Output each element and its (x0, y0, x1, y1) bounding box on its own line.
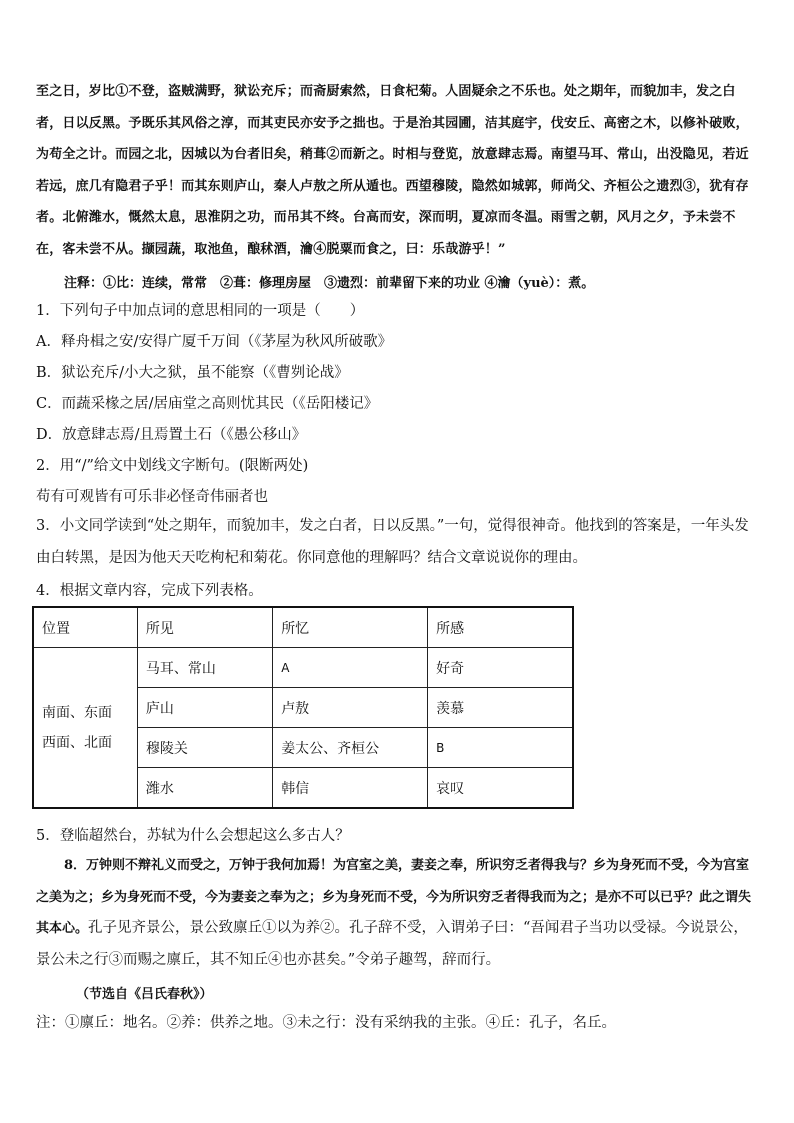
table-cell: 穆陵关 (137, 728, 272, 768)
question-3: 3．小文同学读到“处之期年，而貌加丰，发之白者，日以反黑。”一句，觉得很神奇。他找到的答案是，一年头发由白转黑，是因为他天天吃枸杞和菊花。你同意他的理解吗？结合文章说说你的理由。 (36, 518, 749, 566)
question-1-option-a: A．释舟楫之安/安得广厦千万间（《茅屋为秋风所破歌》 (36, 334, 393, 350)
table-header-cell: 所感 (428, 607, 573, 648)
table-header-cell: 所忆 (273, 607, 428, 648)
passage-text: 至之日，岁比①不登，盗贼满野，狱讼充斥；而斋厨索然，日食杞菊。人固疑余之不乐也。处之期年，而貌加丰，发之白者，日以反黑。予既乐其风俗之淳，而其吏民亦安予之拙也。于是治其园圃，洁其庭宇，伐安丘、高密之木，以修补破败，为苟全之计。而园之北，因城以为台者旧矣，稍葺②而新之。时相与登览，放意肆志焉。南望马耳、常山，出没隐见，若近若远，庶几有隐君子乎！而其东则庐山，秦人卢敖之所从遁也。西望穆陵，隐然如城郭，师尚父、齐桓公之遗烈③，犹有存者。北俯潍水，慨然太息，思淮阴之功，而吊其不终。台高而安，深而明，夏凉而冬温。雨雪之朝，风月之夕，予未尝不在，客未尝不从。撷园蔬，取池鱼，酿秫酒，瀹④脱粟而食之，曰：乐哉游乎！” (36, 84, 749, 257)
table-cell: 好奇 (428, 648, 573, 688)
question-1-option-c: C．而蔬采椽之居/居庙堂之高则忧其民（《岳阳楼记》 (36, 396, 379, 412)
table-cell: 羡慕 (428, 688, 573, 728)
passage-2-source: （节选自《吕氏春秋》） (76, 987, 213, 1002)
question-1-option-b: B．狱讼充斥/小大之狱，虽不能察（《曹刿论战》 (36, 365, 349, 381)
table-header-cell: 所见 (137, 607, 272, 648)
table-cell: B (428, 728, 573, 768)
table-cell: 姜太公、齐桓公 (273, 728, 428, 768)
answer-table (32, 606, 574, 809)
table-cell: 卢敖 (273, 688, 428, 728)
question-1-option-d: D．放意肆志焉/且焉置土石（《愚公移山》 (36, 427, 307, 443)
passage-notes: 注释：①比：连续，常常 ②葺：修理房屋 ③遗烈：前辈留下来的功业 ④瀹（yuè）：煮。 (64, 276, 595, 291)
question-5: 5．登临超然台，苏轼为什么会想起这么多古人？ (36, 828, 350, 844)
table-cell: A (273, 648, 428, 688)
table-row (33, 648, 573, 688)
table-position-cell (33, 648, 137, 809)
passage-2-bold: 8．万钟则不辩礼义而受之，万钟于我何加焉！为宫室之美，妻妾之奉，所识穷乏者得我与？乡为身死而不受，今为宫室之美为之；乡为身死而不受，今为妻妾之奉为之；乡为身死而不受，今为所识穷乏者得我而为之；是亦不可以已乎？此之谓失其本心。 (36, 858, 752, 936)
question-2: 2．用“/”给文中划线文字断句。(限断两处) (36, 458, 309, 474)
question-4: 4．根据文章内容，完成下列表格。 (36, 583, 263, 599)
table-cell: 潍水 (137, 768, 272, 809)
question-2-text: 苟有可观皆有可乐非必怪奇伟丽者也 (36, 489, 268, 505)
table-header-cell: 位置 (33, 607, 137, 648)
passage-2-notes: 注：①廪丘：地名。②养：供养之地。③未之行：没有采纳我的主张。④丘：孔子，名丘。 (36, 1015, 616, 1031)
question-1: 1．下列句子中加点词的意思相同的一项是（ ） (36, 303, 365, 319)
passage-2-text (36, 850, 758, 976)
position-line-1: 南面、东面 (42, 704, 112, 721)
table-cell: 庐山 (137, 688, 272, 728)
table-cell: 哀叹 (428, 768, 573, 809)
table-header-row (33, 607, 573, 648)
table-cell: 韩信 (273, 768, 428, 809)
position-line-2: 西面、北面 (42, 734, 112, 751)
passage-2-plain: 孔子见齐景公，景公致廪丘①以为养②。孔子辞不受，入谓弟子曰：“吾闻君子当功以受禄。今说景公，景公未之行③而赐之廪丘，其不知丘④也亦甚矣。”令弟子趣驾，辞而行。 (36, 920, 748, 968)
table-cell: 马耳、常山 (137, 648, 272, 688)
